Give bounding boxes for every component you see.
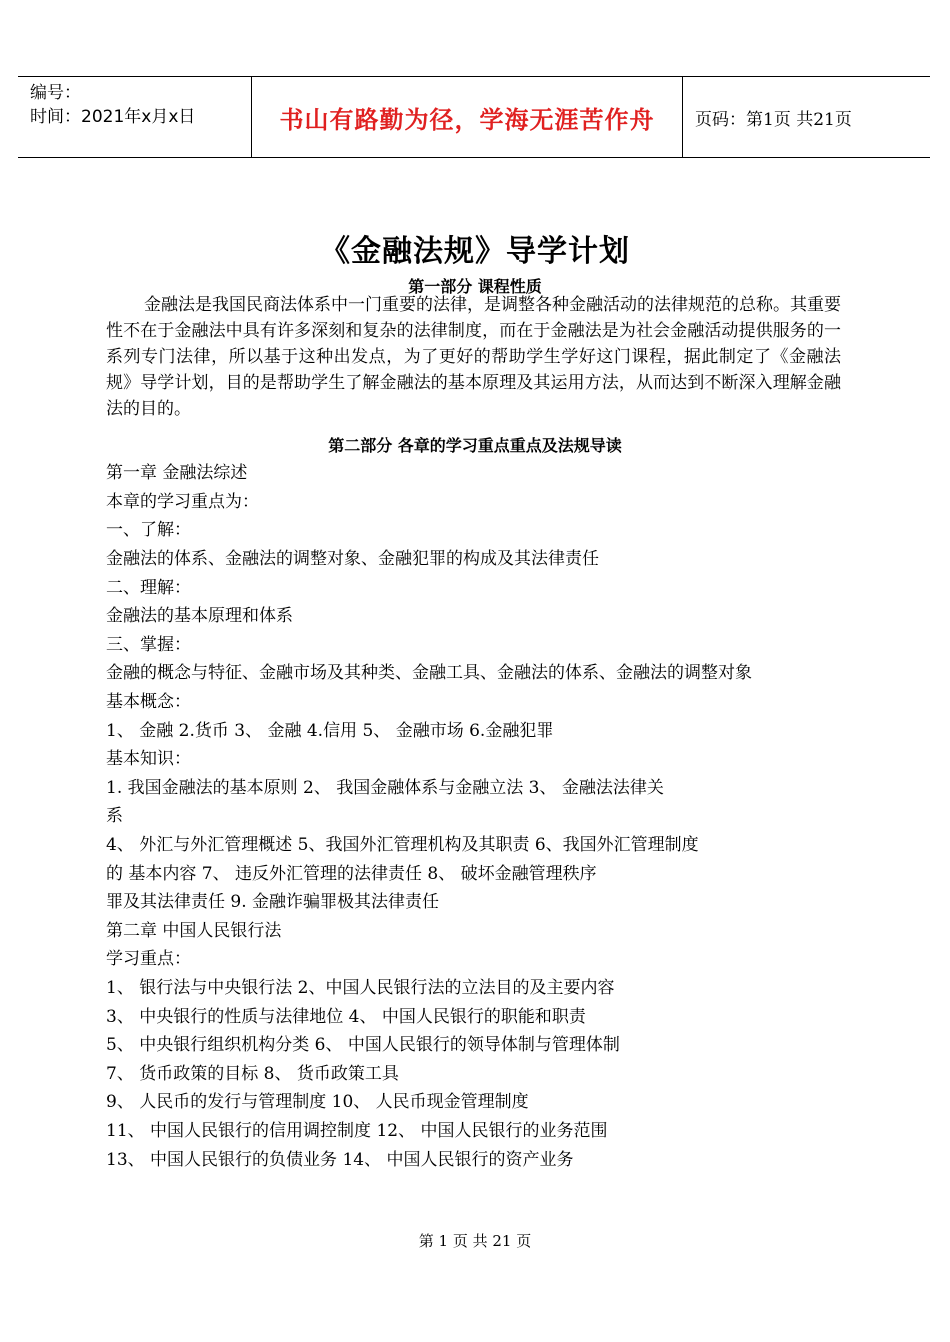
body-line: 金融法的基本原理和体系 [106, 606, 293, 626]
body-line: 11、 中国人民银行的信用调控制度 12、 中国人民银行的业务范围 [106, 1121, 608, 1141]
header-table [18, 76, 930, 158]
page-footer: 第 1 页 共 21 页 [418, 1232, 532, 1250]
part2-heading: 第二部分 各章的学习重点重点及法规导读 [328, 436, 622, 455]
header-meta-cell [18, 77, 251, 157]
body-line: 二、理解： [106, 578, 191, 598]
body-line: 9、 人民币的发行与管理制度 10、 人民币现金管理制度 [106, 1092, 529, 1112]
body-line: 金融的概念与特征、金融市场及其种类、金融工具、金融法的体系、金融法的调整对象 [106, 663, 752, 683]
body-line: 的 基本内容 7、 违反外汇管理的法律责任 8、 破坏金融管理秩序 [106, 864, 597, 884]
body-line: 三、掌握： [106, 635, 191, 655]
chapter1-title: 第一章 金融法综述 [106, 463, 248, 483]
body-line: 13、 中国人民银行的负债业务 14、 中国人民银行的资产业务 [106, 1150, 574, 1170]
part1-heading: 第一部分 课程性质 [408, 277, 542, 296]
body-line: 1、 金融 2.货币 3、 金融 4.信用 5、 金融市场 6.金融犯罪 [106, 721, 554, 741]
body-line: 学习重点： [106, 949, 191, 969]
body-line: 本章的学习重点为： [106, 492, 259, 512]
motto-text: 书山有路勤为径，学海无涯苦作舟 [279, 105, 655, 134]
header-motto-cell [251, 77, 683, 157]
time-label: 时间：2021年x月x日 [30, 107, 196, 127]
body-line: 1. 我国金融法的基本原则 2、 我国金融体系与金融立法 3、 金融法法律关 [106, 778, 664, 798]
body-line: 3、 中央银行的性质与法律地位 4、 中国人民银行的职能和职责 [106, 1007, 586, 1027]
header-page-cell [683, 77, 930, 157]
body-line: 基本概念： [106, 692, 191, 712]
page-label: 页码：第1页 共21页 [695, 109, 852, 130]
part1-body: 金融法是我国民商法体系中一门重要的法律，是调整各种金融活动的法律规范的总称。其重要性不在于金融法中具有许多深刻和复杂的法律制度，而在于金融法是为社会金融活动提供服务的一系列专门法律，所以基于这种出发点，为了更好的帮助学生学好这门课程，据此制定了《金融法规》导学计划，目的是帮助学生了解金融法的基本原理及其运用方法，从而达到不断深入理解金融法的目的。 [106, 295, 841, 419]
body-line: 5、 中央银行组织机构分类 6、 中国人民银行的领导体制与管理体制 [106, 1035, 620, 1055]
body-line: 基本知识： [106, 749, 191, 769]
body-line: 1、 银行法与中央银行法 2、中国人民银行法的立法目的及主要内容 [106, 978, 615, 998]
body-line: 4、 外汇与外汇管理概述 5、我国外汇管理机构及其职责 6、我国外汇管理制度 [106, 835, 699, 855]
document-title: 《金融法规》导学计划 [320, 234, 630, 269]
body-line: 罪及其法律责任 9. 金融诈骗罪极其法律责任 [106, 892, 440, 912]
chapter2-title: 第二章 中国人民银行法 [106, 921, 282, 941]
body-line: 一、了解： [106, 520, 191, 540]
body-line: 7、 货币政策的目标 8、 货币政策工具 [106, 1064, 399, 1084]
number-label: 编号： [30, 83, 81, 103]
body-line: 系 [106, 806, 123, 826]
body-line: 金融法的体系、金融法的调整对象、金融犯罪的构成及其法律责任 [106, 549, 599, 569]
